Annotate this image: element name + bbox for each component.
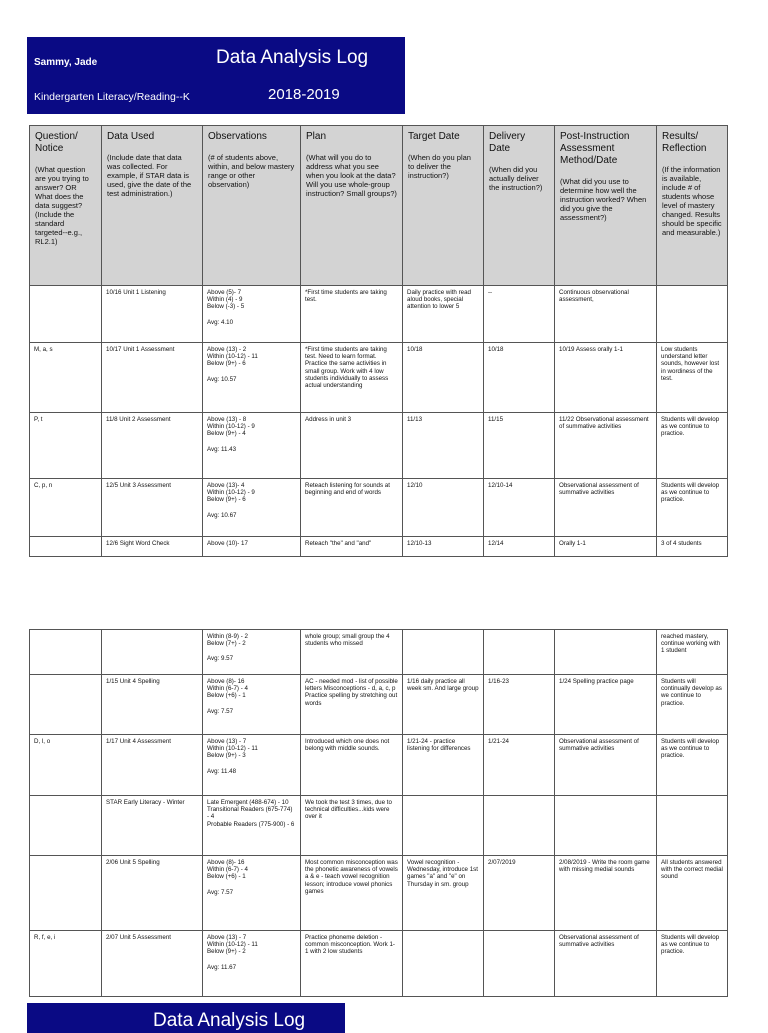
observations-cell	[203, 537, 301, 557]
target-date-cell	[403, 630, 484, 675]
delivery-date-cell	[484, 630, 555, 675]
column-header-row	[30, 126, 728, 286]
target-date-cell: 11/13	[403, 413, 484, 479]
post-assessment-cell: Observational assessment of summative activities	[555, 735, 657, 796]
average-score: Avg: 11.43	[207, 445, 237, 453]
observation-counts: Above (10)- 17	[207, 540, 248, 547]
results-cell: All students answered with the correct medial sound	[657, 856, 728, 931]
column-title: Post-Instruction Assessment Method/Date	[560, 131, 630, 166]
question-cell: R, f, e, i	[30, 931, 102, 997]
question-cell	[30, 537, 102, 557]
column-header	[30, 126, 102, 286]
average-score: Avg: 9.57	[207, 655, 234, 663]
plan-cell: whole group; small group the 4 students who missed	[301, 630, 403, 675]
table-row	[30, 413, 728, 479]
delivery-date-cell: 12/14	[484, 537, 555, 557]
column-title: Plan	[306, 131, 327, 142]
data-used-cell: 11/8 Unit 2 Assessment	[102, 413, 203, 479]
observation-counts: Above (13) - 2 Within (10-12) - 11 Below (9+) - 6	[207, 346, 258, 368]
question-cell	[30, 796, 102, 856]
column-description: (# of students above, within, and below mastery range or other observation)	[208, 153, 295, 189]
observation-counts: Above (13) - 7 Within (10-12) - 11 Below (9+) - 3	[207, 738, 258, 760]
observation-counts: Above (8)- 16 Within (6-7) - 4 Below (+6) - 1	[207, 859, 248, 881]
average-score: Avg: 7.57	[207, 888, 234, 896]
column-description: (What will you do to address what you see when you look at the data? Will you use whole-group instruction? Small groups?)	[306, 153, 397, 198]
delivery-date-cell: 1/21-24	[484, 735, 555, 796]
average-score: Avg: 10.57	[207, 375, 237, 383]
observations-cell	[203, 735, 301, 796]
delivery-date-cell: 10/18	[484, 343, 555, 413]
table-row	[30, 479, 728, 537]
observation-counts: Above (13)- 4 Within (10-12) - 9 Below (9+) - 6	[207, 482, 255, 504]
column-title: Target Date	[408, 131, 460, 142]
question-cell	[30, 286, 102, 343]
delivery-date-cell	[484, 796, 555, 856]
delivery-date-cell: 1/16-23	[484, 675, 555, 735]
delivery-date-cell: 12/10-14	[484, 479, 555, 537]
table-row	[30, 931, 728, 997]
footer-title: Data Analysis Log	[153, 1010, 306, 1031]
results-cell: Students will continually develop as we continue to practice.	[657, 675, 728, 735]
delivery-date-cell: --	[484, 286, 555, 343]
target-date-cell: 12/10-13	[403, 537, 484, 557]
column-description: (When do you plan to deliver the instruction?)	[408, 153, 471, 180]
column-header	[203, 126, 301, 286]
post-assessment-cell	[555, 796, 657, 856]
data-used-cell: 10/17 Unit 1 Assessment	[102, 343, 203, 413]
column-title: Delivery Date	[489, 131, 526, 154]
table-row	[30, 735, 728, 796]
column-header	[403, 126, 484, 286]
delivery-date-cell: 2/07/2019	[484, 856, 555, 931]
column-description: (What question are you trying to answer? OR What does the data suggest? (Include the standard targeted--e.g., RL2.1)	[35, 165, 89, 246]
column-title: Results/ Reflection	[662, 131, 707, 154]
column-description: (When did you actually deliver the instruction?)	[489, 165, 543, 192]
observation-counts: Above (5)- 7 Within (4) - 9 Below (-3) - 5	[207, 289, 245, 311]
column-header	[484, 126, 555, 286]
observation-counts: Above (13) - 7 Within (10-12) - 11 Below (9+) - 2	[207, 934, 258, 956]
results-cell	[657, 286, 728, 343]
average-score: Avg: 11.67	[207, 963, 237, 971]
target-date-cell	[403, 796, 484, 856]
average-score: Avg: 11.48	[207, 767, 237, 775]
results-cell: Low students understand letter sounds, however lost in wordiness of the test.	[657, 343, 728, 413]
footer-banner	[27, 1003, 345, 1033]
results-cell: Students will develop as we continue to practice.	[657, 413, 728, 479]
table-row	[30, 675, 728, 735]
plan-cell: Most common misconception was the phonetic awareness of vowels a & e - teach vowel recognition lesson; introduce vowel phonics games	[301, 856, 403, 931]
column-title: Data Used	[107, 131, 155, 142]
results-cell: Students will develop as we continue to practice.	[657, 931, 728, 997]
data-used-cell: 1/17 Unit 4 Assessment	[102, 735, 203, 796]
data-log-table-page2	[29, 629, 728, 997]
target-date-cell: 10/18	[403, 343, 484, 413]
post-assessment-cell: Continuous observational assessment,	[555, 286, 657, 343]
plan-cell: *First time students are taking test. Need to learn format. Practice the same activities in small group. Work with 4 low students individually to assess actual understanding	[301, 343, 403, 413]
observations-cell	[203, 931, 301, 997]
school-year: 2018-2019	[268, 86, 340, 103]
question-cell: M, a, s	[30, 343, 102, 413]
column-description: (What did you use to determine how well the instruction worked? When did you give the assessment?)	[560, 177, 647, 222]
student-name: Sammy, Jade	[34, 57, 98, 68]
plan-cell: Address in unit 3	[301, 413, 403, 479]
observations-cell	[203, 479, 301, 537]
question-cell: D, l, o	[30, 735, 102, 796]
data-used-cell	[102, 630, 203, 675]
results-cell: Students will develop as we continue to practice.	[657, 735, 728, 796]
results-cell: Students will develop as we continue to practice.	[657, 479, 728, 537]
column-header	[301, 126, 403, 286]
observation-counts: Within (8-9) - 2 Below (7+) - 2	[207, 633, 248, 648]
observations-cell	[203, 286, 301, 343]
column-description: (Include date that data was collected. For example, if STAR data is used, give the date of the test administration.)	[107, 153, 192, 198]
observation-counts: Above (13) - 8 Within (10-12) - 9 Below (9+) - 4	[207, 416, 255, 438]
observation-counts: Above (8)- 16 Within (6-7) - 4 Below (+6) - 1	[207, 678, 248, 700]
column-header	[102, 126, 203, 286]
question-cell: C, p, n	[30, 479, 102, 537]
table-row	[30, 286, 728, 343]
course-name: Kindergarten Literacy/Reading--K	[34, 91, 190, 103]
post-assessment-cell	[555, 630, 657, 675]
target-date-cell	[403, 931, 484, 997]
data-used-cell: 12/6 Sight Word Check	[102, 537, 203, 557]
data-used-cell: 10/16 Unit 1 Listening	[102, 286, 203, 343]
post-assessment-cell: 11/22 Observational assessment of summative activities	[555, 413, 657, 479]
log-title: Data Analysis Log	[216, 47, 369, 68]
data-used-cell: 1/15 Unit 4 Spelling	[102, 675, 203, 735]
table-row	[30, 343, 728, 413]
observation-counts: Late Emergent (488-674) - 10 Transitional Readers (675-774) - 4 Probable Readers (775-900) - 6	[207, 799, 295, 828]
results-cell	[657, 796, 728, 856]
post-assessment-cell: 1/24 Spelling practice page	[555, 675, 657, 735]
target-date-cell: 1/16 daily practice all week sm. And large group	[403, 675, 484, 735]
post-assessment-cell: Orally 1-1	[555, 537, 657, 557]
header-banner	[27, 37, 405, 114]
average-score: Avg: 4.10	[207, 318, 234, 326]
target-date-cell: 12/10	[403, 479, 484, 537]
observations-cell	[203, 856, 301, 931]
post-assessment-cell: 10/19 Assess orally 1-1	[555, 343, 657, 413]
data-used-cell: 12/5 Unit 3 Assessment	[102, 479, 203, 537]
column-header	[555, 126, 657, 286]
target-date-cell: 1/21-24 - practice listening for differences	[403, 735, 484, 796]
data-used-cell: 2/07 Unit 5 Assessment	[102, 931, 203, 997]
plan-cell: We took the test 3 times, due to technical difficulties...kids were over it	[301, 796, 403, 856]
column-title: Question/ Notice	[35, 131, 78, 154]
delivery-date-cell	[484, 931, 555, 997]
question-cell	[30, 856, 102, 931]
results-cell: reached mastery, continue working with 1 student	[657, 630, 728, 675]
target-date-cell: Daily practice with read aloud books, special attention to lower 5	[403, 286, 484, 343]
plan-cell: Reteach "the" and "and"	[301, 537, 403, 557]
table-row	[30, 537, 728, 557]
post-assessment-cell: Observational assessment of summative activities	[555, 479, 657, 537]
column-header	[657, 126, 728, 286]
table-row	[30, 630, 728, 675]
observations-cell	[203, 675, 301, 735]
delivery-date-cell: 11/15	[484, 413, 555, 479]
average-score: Avg: 10.67	[207, 511, 237, 519]
observations-cell	[203, 630, 301, 675]
data-used-cell: 2/06 Unit 5 Spelling	[102, 856, 203, 931]
question-cell	[30, 630, 102, 675]
observations-cell	[203, 343, 301, 413]
target-date-cell: Vowel recognition - Wednesday, introduce 1st games "a" and "e" on Thursday in sm. group	[403, 856, 484, 931]
question-cell: P, t	[30, 413, 102, 479]
column-title: Observations	[208, 131, 267, 142]
plan-cell: Introduced which one does not belong with middle sounds.	[301, 735, 403, 796]
average-score: Avg: 7.57	[207, 707, 234, 715]
observations-cell	[203, 796, 301, 856]
post-assessment-cell: 2/08/2019 - Write the room game with missing medial sounds	[555, 856, 657, 931]
plan-cell: Reteach listening for sounds at beginning and end of words	[301, 479, 403, 537]
data-used-cell: STAR Early Literacy - Winter	[102, 796, 203, 856]
plan-cell: Practice phoneme deletion - common misconception. Work 1-1 with 2 low students	[301, 931, 403, 997]
results-cell: 3 of 4 students	[657, 537, 728, 557]
observations-cell	[203, 413, 301, 479]
post-assessment-cell: Observational assessment of summative activities	[555, 931, 657, 997]
plan-cell: *First time students are taking test.	[301, 286, 403, 343]
column-description: (If the information is available, include # of students whose level of mastery changed. Results should be specific and measurable.)	[662, 165, 722, 237]
question-cell	[30, 675, 102, 735]
table-row	[30, 856, 728, 931]
data-log-table-page1	[29, 125, 728, 557]
plan-cell: AC - needed mod - list of possible letters Misconceptions - d, a, c, p Practice spelling by stretching out words	[301, 675, 403, 735]
table-row	[30, 796, 728, 856]
